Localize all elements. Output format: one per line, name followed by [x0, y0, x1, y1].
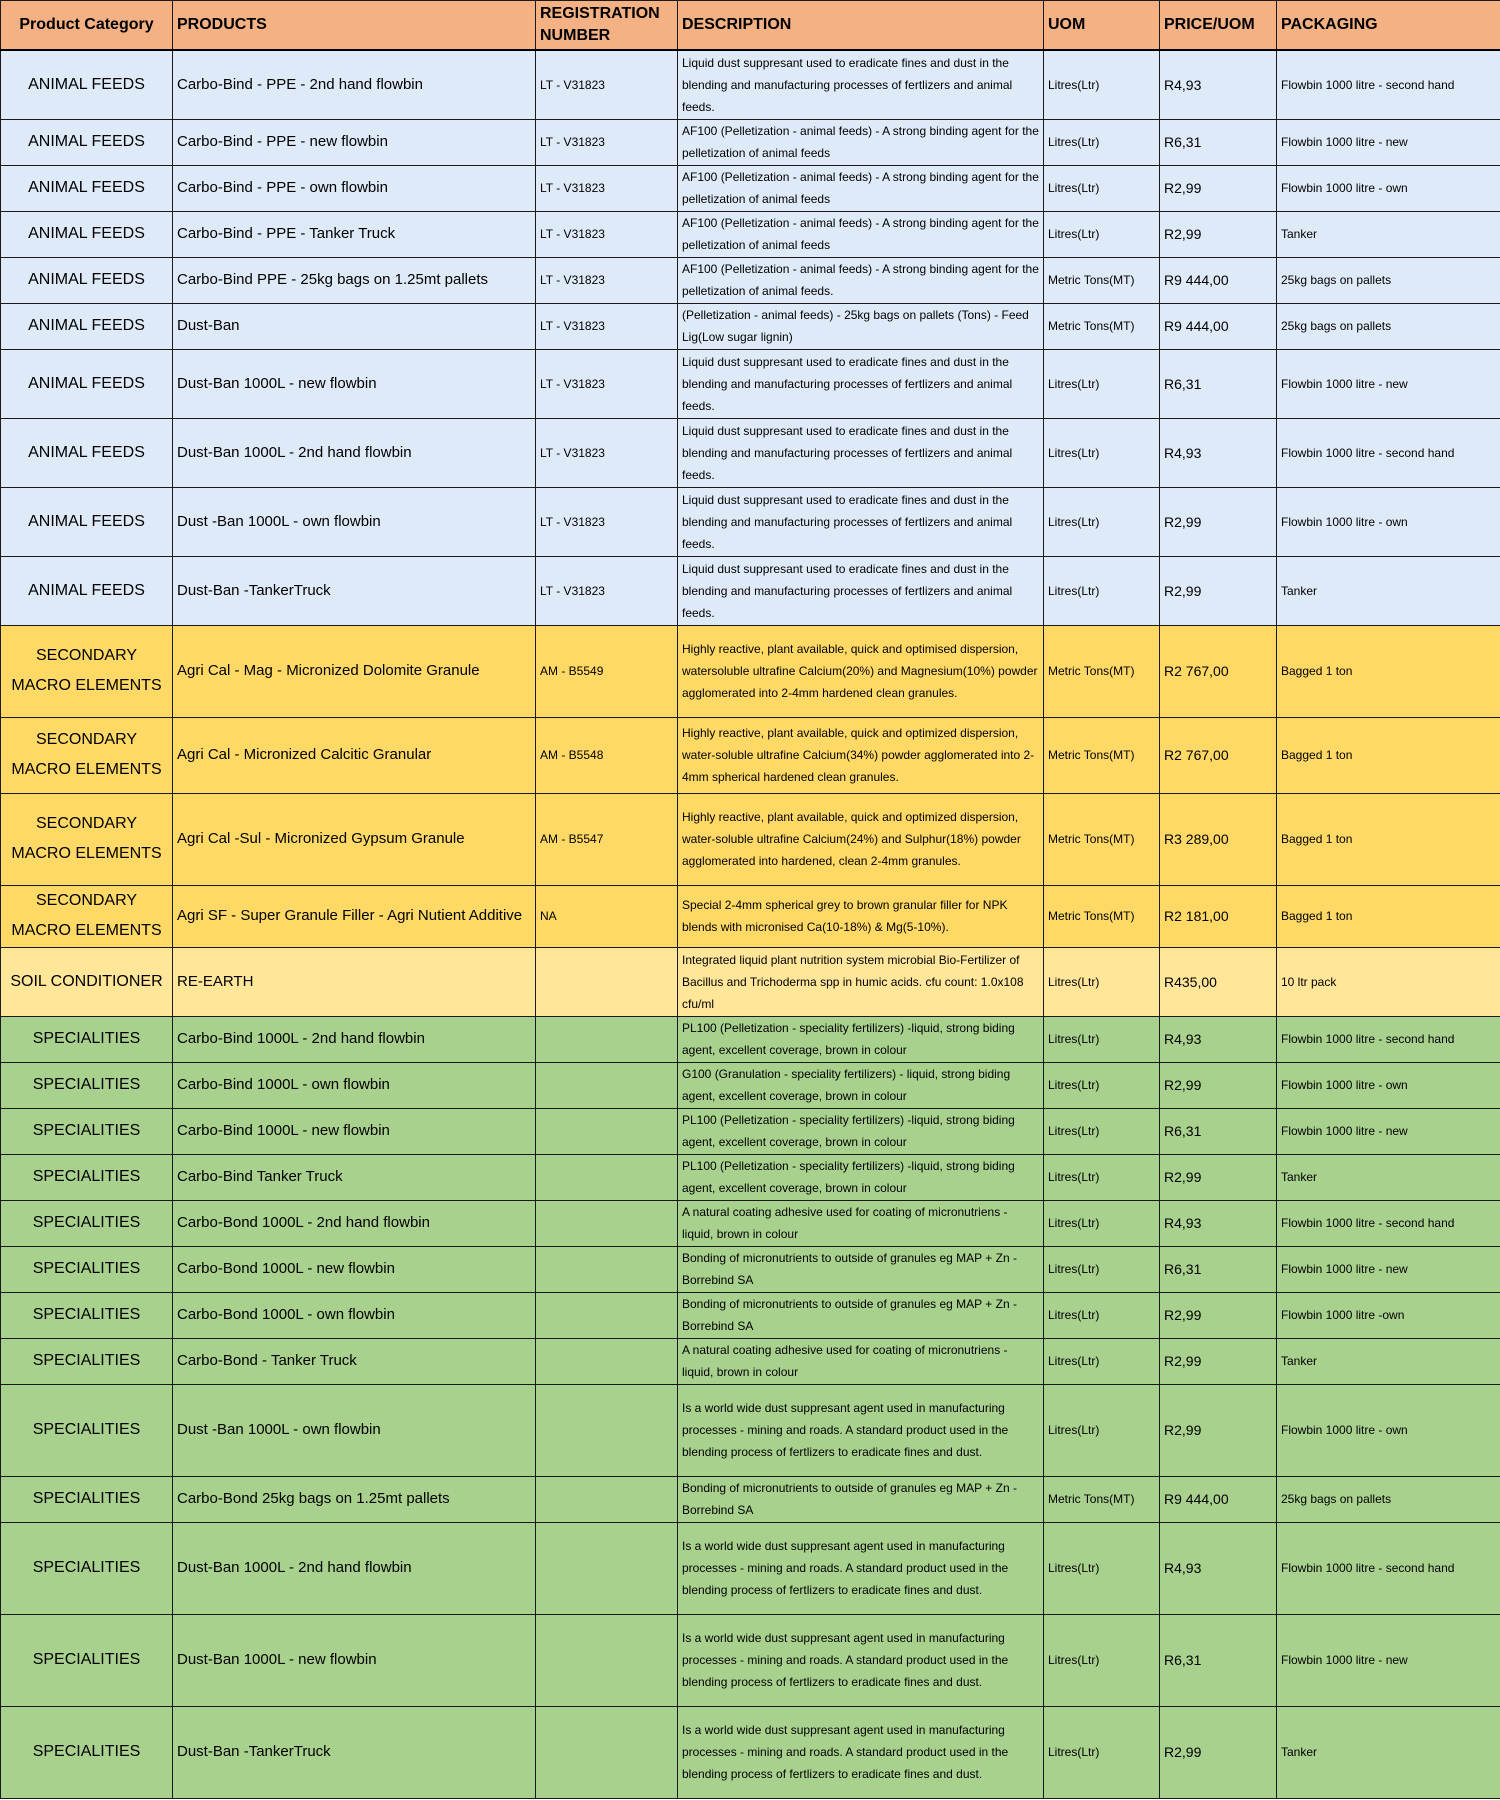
- packaging-cell: Bagged 1 ton: [1277, 717, 1500, 793]
- header-price: PRICE/UOM: [1160, 1, 1277, 51]
- packaging-cell: Flowbin 1000 litre - second hand: [1277, 1200, 1500, 1246]
- description-cell: Liquid dust suppresant used to eradicate fines and dust in the blending and manufacturing processes of fertlizers and animal feeds.: [678, 418, 1044, 487]
- uom-cell: Litres(Ltr): [1044, 1292, 1160, 1338]
- category-cell: ANIMAL FEEDS: [1, 257, 173, 303]
- price-cell: R9 444,00: [1160, 257, 1277, 303]
- product-cell: Carbo-Bind - PPE - new flowbin: [173, 119, 536, 165]
- price-cell: R2,99: [1160, 165, 1277, 211]
- price-cell: R2,99: [1160, 1154, 1277, 1200]
- price-cell: R2,99: [1160, 556, 1277, 625]
- price-cell: R2,99: [1160, 1338, 1277, 1384]
- category-cell: SPECIALITIES: [1, 1154, 173, 1200]
- product-cell: Carbo-Bind 1000L - 2nd hand flowbin: [173, 1016, 536, 1062]
- packaging-cell: Tanker: [1277, 211, 1500, 257]
- description-cell: PL100 (Pelletization - speciality fertilizers) -liquid, strong biding agent, excellent coverage, brown in colour: [678, 1108, 1044, 1154]
- header-row: [1, 1, 1500, 51]
- registration-cell: LT - V31823: [536, 418, 678, 487]
- packaging-cell: Flowbin 1000 litre - second hand: [1277, 418, 1500, 487]
- product-cell: RE-EARTH: [173, 947, 536, 1016]
- product-cell: Carbo-Bind - PPE - Tanker Truck: [173, 211, 536, 257]
- registration-cell: AM - B5548: [536, 717, 678, 793]
- uom-cell: Litres(Ltr): [1044, 1706, 1160, 1798]
- price-cell: R6,31: [1160, 1614, 1277, 1706]
- category-cell: ANIMAL FEEDS: [1, 349, 173, 418]
- description-cell: A natural coating adhesive used for coating of micronutriens - liquid, brown in colour: [678, 1338, 1044, 1384]
- packaging-cell: Flowbin 1000 litre - new: [1277, 1614, 1500, 1706]
- table-row: [1, 1522, 1500, 1614]
- registration-cell: [536, 1062, 678, 1108]
- uom-cell: Litres(Ltr): [1044, 211, 1160, 257]
- description-cell: AF100 (Pelletization - animal feeds) - A strong binding agent for the pelletization of animal feeds: [678, 211, 1044, 257]
- product-cell: Dust -Ban 1000L - own flowbin: [173, 1384, 536, 1476]
- registration-cell: [536, 947, 678, 1016]
- packaging-cell: Bagged 1 ton: [1277, 885, 1500, 947]
- registration-cell: LT - V31823: [536, 487, 678, 556]
- uom-cell: Litres(Ltr): [1044, 165, 1160, 211]
- packaging-cell: Tanker: [1277, 1338, 1500, 1384]
- category-cell: SPECIALITIES: [1, 1108, 173, 1154]
- price-cell: R6,31: [1160, 1108, 1277, 1154]
- packaging-cell: 25kg bags on pallets: [1277, 303, 1500, 349]
- table-row: [1, 1292, 1500, 1338]
- description-cell: Highly reactive, plant available, quick and optimized dispersion, water-soluble ultrafine Calcium(24%) and Sulphur(18%) powder agglomerated into hardened, clean 2-4mm granules.: [678, 793, 1044, 885]
- registration-cell: [536, 1614, 678, 1706]
- table-row: [1, 1338, 1500, 1384]
- product-cell: Agri Cal - Mag - Micronized Dolomite Granule: [173, 625, 536, 717]
- price-cell: R2 767,00: [1160, 625, 1277, 717]
- product-cell: Carbo-Bind - PPE - 2nd hand flowbin: [173, 50, 536, 119]
- description-cell: G100 (Granulation - speciality fertilizers) - liquid, strong biding agent, excellent coverage, brown in colour: [678, 1062, 1044, 1108]
- category-cell: ANIMAL FEEDS: [1, 556, 173, 625]
- table-row: [1, 418, 1500, 487]
- header-uom: UOM: [1044, 1, 1160, 51]
- uom-cell: Litres(Ltr): [1044, 1016, 1160, 1062]
- registration-cell: [536, 1154, 678, 1200]
- uom-cell: Litres(Ltr): [1044, 556, 1160, 625]
- product-cell: Carbo-Bind 1000L - new flowbin: [173, 1108, 536, 1154]
- description-cell: AF100 (Pelletization - animal feeds) - A strong binding agent for the pelletization of animal feeds.: [678, 257, 1044, 303]
- price-cell: R2,99: [1160, 1384, 1277, 1476]
- product-cell: Dust-Ban -TankerTruck: [173, 556, 536, 625]
- category-cell: SPECIALITIES: [1, 1016, 173, 1062]
- registration-cell: [536, 1016, 678, 1062]
- product-cell: Dust-Ban 1000L - new flowbin: [173, 1614, 536, 1706]
- price-cell: R2,99: [1160, 1062, 1277, 1108]
- description-cell: Liquid dust suppresant used to eradicate fines and dust in the blending and manufacturing processes of fertlizers and animal feeds.: [678, 50, 1044, 119]
- table-row: [1, 556, 1500, 625]
- description-cell: (Pelletization - animal feeds) - 25kg bags on pallets (Tons) - Feed Lig(Low sugar lignin): [678, 303, 1044, 349]
- description-cell: Is a world wide dust suppresant agent used in manufacturing processes - mining and roads. A standard product used in the blending process of fertlizers to eradicate fines and dust.: [678, 1706, 1044, 1798]
- packaging-cell: Flowbin 1000 litre - second hand: [1277, 1016, 1500, 1062]
- table-row: [1, 1062, 1500, 1108]
- registration-cell: AM - B5547: [536, 793, 678, 885]
- header-description: DESCRIPTION: [678, 1, 1044, 51]
- price-cell: R6,31: [1160, 349, 1277, 418]
- packaging-cell: Tanker: [1277, 1706, 1500, 1798]
- description-cell: PL100 (Pelletization - speciality fertilizers) -liquid, strong biding agent, excellent coverage, brown in colour: [678, 1016, 1044, 1062]
- registration-cell: LT - V31823: [536, 257, 678, 303]
- table-row: [1, 1108, 1500, 1154]
- product-cell: Dust -Ban 1000L - own flowbin: [173, 487, 536, 556]
- description-cell: PL100 (Pelletization - speciality fertilizers) -liquid, strong biding agent, excellent coverage, brown in colour: [678, 1154, 1044, 1200]
- category-cell: SOIL CONDITIONER: [1, 947, 173, 1016]
- product-cell: Carbo-Bind PPE - 25kg bags on 1.25mt pallets: [173, 257, 536, 303]
- packaging-cell: Bagged 1 ton: [1277, 625, 1500, 717]
- product-cell: Agri SF - Super Granule Filler - Agri Nutient Additive: [173, 885, 536, 947]
- description-cell: Bonding of micronutrients to outside of granules eg MAP + Zn - Borrebind SA: [678, 1292, 1044, 1338]
- category-cell: SPECIALITIES: [1, 1292, 173, 1338]
- uom-cell: Litres(Ltr): [1044, 1108, 1160, 1154]
- uom-cell: Litres(Ltr): [1044, 947, 1160, 1016]
- table-row: [1, 349, 1500, 418]
- table-row: [1, 1614, 1500, 1706]
- uom-cell: Litres(Ltr): [1044, 1384, 1160, 1476]
- packaging-cell: Tanker: [1277, 1154, 1500, 1200]
- uom-cell: Metric Tons(MT): [1044, 303, 1160, 349]
- category-cell: SPECIALITIES: [1, 1200, 173, 1246]
- uom-cell: Metric Tons(MT): [1044, 717, 1160, 793]
- description-cell: Liquid dust suppresant used to eradicate fines and dust in the blending and manufacturing processes of fertlizers and animal feeds.: [678, 487, 1044, 556]
- registration-cell: [536, 1292, 678, 1338]
- header-packaging: PACKAGING: [1277, 1, 1500, 51]
- registration-cell: [536, 1384, 678, 1476]
- registration-cell: [536, 1338, 678, 1384]
- price-cell: R2,99: [1160, 487, 1277, 556]
- category-cell: SPECIALITIES: [1, 1338, 173, 1384]
- packaging-cell: Flowbin 1000 litre - own: [1277, 487, 1500, 556]
- description-cell: Integrated liquid plant nutrition system microbial Bio-Fertilizer of Bacillus and Trichoderma spp in humic acids. cfu count: 1.0x108 cfu/ml: [678, 947, 1044, 1016]
- uom-cell: Metric Tons(MT): [1044, 793, 1160, 885]
- registration-cell: LT - V31823: [536, 303, 678, 349]
- packaging-cell: Flowbin 1000 litre - second hand: [1277, 50, 1500, 119]
- description-cell: Is a world wide dust suppresant agent used in manufacturing processes - mining and roads. A standard product used in the blending process of fertlizers to eradicate fines and dust.: [678, 1384, 1044, 1476]
- header-registration: REGISTRATION NUMBER: [536, 1, 678, 51]
- category-cell: ANIMAL FEEDS: [1, 165, 173, 211]
- product-cell: Carbo-Bind 1000L - own flowbin: [173, 1062, 536, 1108]
- table-row: [1, 885, 1500, 947]
- packaging-cell: Flowbin 1000 litre - new: [1277, 119, 1500, 165]
- registration-cell: LT - V31823: [536, 349, 678, 418]
- uom-cell: Litres(Ltr): [1044, 1200, 1160, 1246]
- description-cell: Liquid dust suppresant used to eradicate fines and dust in the blending and manufacturing processes of fertlizers and animal feeds.: [678, 556, 1044, 625]
- table-row: [1, 303, 1500, 349]
- table-row: [1, 1476, 1500, 1522]
- packaging-cell: Flowbin 1000 litre - own: [1277, 165, 1500, 211]
- packaging-cell: Flowbin 1000 litre - new: [1277, 1246, 1500, 1292]
- table-row: [1, 257, 1500, 303]
- table-row: [1, 947, 1500, 1016]
- product-cell: Dust-Ban: [173, 303, 536, 349]
- price-cell: R6,31: [1160, 119, 1277, 165]
- product-cell: Carbo-Bond 25kg bags on 1.25mt pallets: [173, 1476, 536, 1522]
- registration-cell: LT - V31823: [536, 211, 678, 257]
- category-cell: SPECIALITIES: [1, 1522, 173, 1614]
- packaging-cell: Flowbin 1000 litre -own: [1277, 1292, 1500, 1338]
- uom-cell: Litres(Ltr): [1044, 1062, 1160, 1108]
- packaging-cell: Flowbin 1000 litre - new: [1277, 349, 1500, 418]
- category-cell: ANIMAL FEEDS: [1, 50, 173, 119]
- table-row: [1, 625, 1500, 717]
- category-cell: SPECIALITIES: [1, 1246, 173, 1292]
- price-cell: R9 444,00: [1160, 303, 1277, 349]
- product-cell: Agri Cal - Micronized Calcitic Granular: [173, 717, 536, 793]
- registration-cell: [536, 1476, 678, 1522]
- registration-cell: [536, 1246, 678, 1292]
- price-cell: R4,93: [1160, 1522, 1277, 1614]
- description-cell: Bonding of micronutrients to outside of granules eg MAP + Zn - Borrebind SA: [678, 1246, 1044, 1292]
- price-cell: R435,00: [1160, 947, 1277, 1016]
- table-row: [1, 211, 1500, 257]
- product-cell: Carbo-Bond - Tanker Truck: [173, 1338, 536, 1384]
- description-cell: A natural coating adhesive used for coating of micronutriens - liquid, brown in colour: [678, 1200, 1044, 1246]
- description-cell: Liquid dust suppresant used to eradicate fines and dust in the blending and manufacturing processes of fertlizers and animal feeds.: [678, 349, 1044, 418]
- registration-cell: [536, 1200, 678, 1246]
- packaging-cell: Bagged 1 ton: [1277, 793, 1500, 885]
- table-body: [1, 50, 1500, 1798]
- registration-cell: LT - V31823: [536, 556, 678, 625]
- price-cell: R2,99: [1160, 1706, 1277, 1798]
- price-cell: R9 444,00: [1160, 1476, 1277, 1522]
- registration-cell: AM - B5549: [536, 625, 678, 717]
- table-row: [1, 50, 1500, 119]
- table-row: [1, 1200, 1500, 1246]
- uom-cell: Litres(Ltr): [1044, 1154, 1160, 1200]
- uom-cell: Litres(Ltr): [1044, 1338, 1160, 1384]
- packaging-cell: Flowbin 1000 litre - new: [1277, 1108, 1500, 1154]
- packaging-cell: Flowbin 1000 litre - second hand: [1277, 1522, 1500, 1614]
- product-cell: Agri Cal -Sul - Micronized Gypsum Granule: [173, 793, 536, 885]
- price-cell: R2,99: [1160, 211, 1277, 257]
- table-row: [1, 793, 1500, 885]
- product-cell: Carbo-Bind Tanker Truck: [173, 1154, 536, 1200]
- category-cell: SPECIALITIES: [1, 1614, 173, 1706]
- registration-cell: [536, 1108, 678, 1154]
- uom-cell: Litres(Ltr): [1044, 487, 1160, 556]
- packaging-cell: 25kg bags on pallets: [1277, 257, 1500, 303]
- product-cell: Carbo-Bond 1000L - new flowbin: [173, 1246, 536, 1292]
- registration-cell: NA: [536, 885, 678, 947]
- description-cell: Highly reactive, plant available, quick and optimized dispersion, water-soluble ultrafine Calcium(34%) powder agglomerated into 2-4mm spherical hardened clean granules.: [678, 717, 1044, 793]
- uom-cell: Litres(Ltr): [1044, 1522, 1160, 1614]
- category-cell: ANIMAL FEEDS: [1, 487, 173, 556]
- product-cell: Dust-Ban 1000L - 2nd hand flowbin: [173, 418, 536, 487]
- category-cell: SPECIALITIES: [1, 1476, 173, 1522]
- table-row: [1, 1384, 1500, 1476]
- description-cell: Is a world wide dust suppresant agent used in manufacturing processes - mining and roads. A standard product used in the blending process of fertlizers to eradicate fines and dust.: [678, 1614, 1044, 1706]
- registration-cell: [536, 1706, 678, 1798]
- packaging-cell: 10 ltr pack: [1277, 947, 1500, 1016]
- table-row: [1, 1706, 1500, 1798]
- packaging-cell: Flowbin 1000 litre - own: [1277, 1062, 1500, 1108]
- product-cell: Carbo-Bind - PPE - own flowbin: [173, 165, 536, 211]
- uom-cell: Litres(Ltr): [1044, 1246, 1160, 1292]
- uom-cell: Litres(Ltr): [1044, 119, 1160, 165]
- table-row: [1, 487, 1500, 556]
- product-cell: Dust-Ban 1000L - 2nd hand flowbin: [173, 1522, 536, 1614]
- category-cell: SECONDARY MACRO ELEMENTS: [1, 885, 173, 947]
- packaging-cell: Tanker: [1277, 556, 1500, 625]
- category-cell: ANIMAL FEEDS: [1, 418, 173, 487]
- uom-cell: Metric Tons(MT): [1044, 625, 1160, 717]
- price-cell: R3 289,00: [1160, 793, 1277, 885]
- description-cell: Bonding of micronutrients to outside of granules eg MAP + Zn - Borrebind SA: [678, 1476, 1044, 1522]
- uom-cell: Litres(Ltr): [1044, 1614, 1160, 1706]
- registration-cell: LT - V31823: [536, 50, 678, 119]
- price-cell: R2 767,00: [1160, 717, 1277, 793]
- price-cell: R4,93: [1160, 1200, 1277, 1246]
- category-cell: SECONDARY MACRO ELEMENTS: [1, 717, 173, 793]
- table-row: [1, 165, 1500, 211]
- registration-cell: LT - V31823: [536, 165, 678, 211]
- product-cell: Dust-Ban 1000L - new flowbin: [173, 349, 536, 418]
- description-cell: Highly reactive, plant available, quick and optimised dispersion, watersoluble ultrafine Calcium(20%) and Magnesium(10%) powder agglomerated into 2-4mm hardened clean granules.: [678, 625, 1044, 717]
- table-row: [1, 1016, 1500, 1062]
- category-cell: SECONDARY MACRO ELEMENTS: [1, 793, 173, 885]
- table-row: [1, 1246, 1500, 1292]
- uom-cell: Metric Tons(MT): [1044, 1476, 1160, 1522]
- packaging-cell: 25kg bags on pallets: [1277, 1476, 1500, 1522]
- category-cell: ANIMAL FEEDS: [1, 119, 173, 165]
- price-cell: R6,31: [1160, 1246, 1277, 1292]
- price-cell: R2,99: [1160, 1292, 1277, 1338]
- category-cell: SPECIALITIES: [1, 1384, 173, 1476]
- uom-cell: Metric Tons(MT): [1044, 885, 1160, 947]
- packaging-cell: Flowbin 1000 litre - own: [1277, 1384, 1500, 1476]
- uom-cell: Litres(Ltr): [1044, 418, 1160, 487]
- uom-cell: Litres(Ltr): [1044, 349, 1160, 418]
- product-cell: Carbo-Bond 1000L - 2nd hand flowbin: [173, 1200, 536, 1246]
- description-cell: Special 2-4mm spherical grey to brown granular filler for NPK blends with micronised Ca(10-18%) & Mg(5-10%).: [678, 885, 1044, 947]
- description-cell: AF100 (Pelletization - animal feeds) - A strong binding agent for the pelletization of animal feeds: [678, 165, 1044, 211]
- registration-cell: [536, 1522, 678, 1614]
- category-cell: SPECIALITIES: [1, 1706, 173, 1798]
- product-cell: Dust-Ban -TankerTruck: [173, 1706, 536, 1798]
- table-row: [1, 119, 1500, 165]
- description-cell: AF100 (Pelletization - animal feeds) - A strong binding agent for the pelletization of animal feeds: [678, 119, 1044, 165]
- category-cell: SPECIALITIES: [1, 1062, 173, 1108]
- uom-cell: Litres(Ltr): [1044, 50, 1160, 119]
- table-row: [1, 1154, 1500, 1200]
- header-category: Product Category: [1, 1, 173, 51]
- category-cell: SECONDARY MACRO ELEMENTS: [1, 625, 173, 717]
- product-cell: Carbo-Bond 1000L - own flowbin: [173, 1292, 536, 1338]
- table-row: [1, 717, 1500, 793]
- category-cell: ANIMAL FEEDS: [1, 211, 173, 257]
- header-products: PRODUCTS: [173, 1, 536, 51]
- uom-cell: Metric Tons(MT): [1044, 257, 1160, 303]
- price-cell: R4,93: [1160, 50, 1277, 119]
- price-cell: R2 181,00: [1160, 885, 1277, 947]
- category-cell: ANIMAL FEEDS: [1, 303, 173, 349]
- price-cell: R4,93: [1160, 418, 1277, 487]
- price-cell: R4,93: [1160, 1016, 1277, 1062]
- registration-cell: LT - V31823: [536, 119, 678, 165]
- description-cell: Is a world wide dust suppresant agent used in manufacturing processes - mining and roads. A standard product used in the blending process of fertlizers to eradicate fines and dust.: [678, 1522, 1044, 1614]
